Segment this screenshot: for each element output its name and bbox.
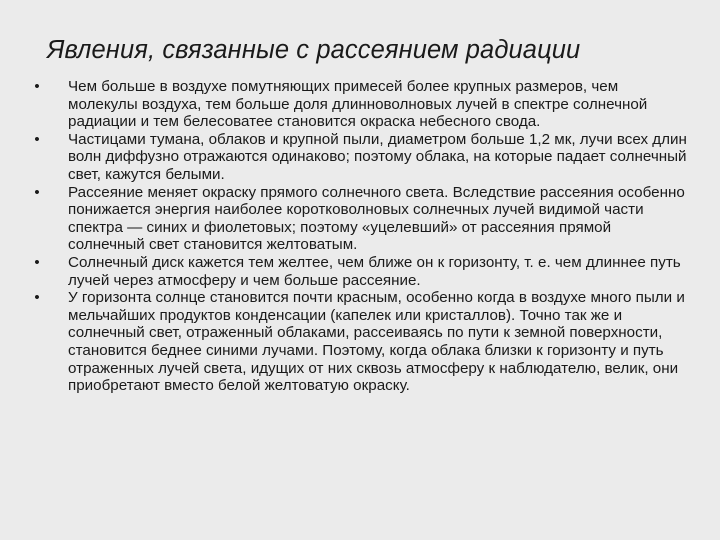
bullet-item xyxy=(30,254,692,289)
bullet-item xyxy=(30,289,692,395)
bullet-item xyxy=(30,131,692,184)
bullet-text: У горизонта солнце становится почти красным, особенно когда в воздухе много пыли и мельчайших продуктов конденсации (капелек или кристаллов). Точно так же и солнечный свет, отраженный облаками, рассеиваясь по пути к земной поверхности, становится беднее синими лучами. Поэтому, когда облака близки к горизонту и путь отраженных лучей света, идущих от них сквозь атмосферу к наблюдателю, велик, они приобретают вместо белой желтоватую окраску. xyxy=(68,289,685,395)
bullet-item xyxy=(30,184,692,254)
bullet-item xyxy=(30,78,692,131)
bullet-text: Чем больше в воздухе помутняющих примесей более крупных размеров, чем молекулы воздуха, тем больше доля длинноволновых лучей в спектре солнечной радиации и тем белесоватее становится окраска небесного свода. xyxy=(68,78,648,131)
bullet-text: Рассеяние меняет окраску прямого солнечного света. Вследствие рассеяния особенно понижается энергия наиболее коротковолновых солнечных лучей видимой части спектра — синих и фиолетовых; поэтому «уцелевший» от рассеяния прямой солнечный свет становится желтоватым. xyxy=(68,183,685,254)
bullet-dot-icon: • xyxy=(34,289,40,307)
slide-title: Явления, связанные с рассеянием радиации xyxy=(47,36,581,64)
bullet-dot-icon: • xyxy=(34,253,40,271)
bullet-text: Частицами тумана, облаков и крупной пыли, диаметром больше 1,2 мк, лучи всех длин волн диффузно отражаются одинаково; поэтому облака, на которые падает солнечный свет, кажутся белыми. xyxy=(68,130,687,183)
bullet-dot-icon: • xyxy=(34,130,40,148)
bullet-dot-icon: • xyxy=(34,78,40,95)
bullet-text: Солнечный диск кажется тем желтее, чем ближе он к горизонту, т. е. чем длиннее путь лучей через атмосферу и чем больше рассеяние. xyxy=(68,253,681,289)
bullet-list xyxy=(30,78,692,395)
bullet-dot-icon: • xyxy=(34,183,40,201)
